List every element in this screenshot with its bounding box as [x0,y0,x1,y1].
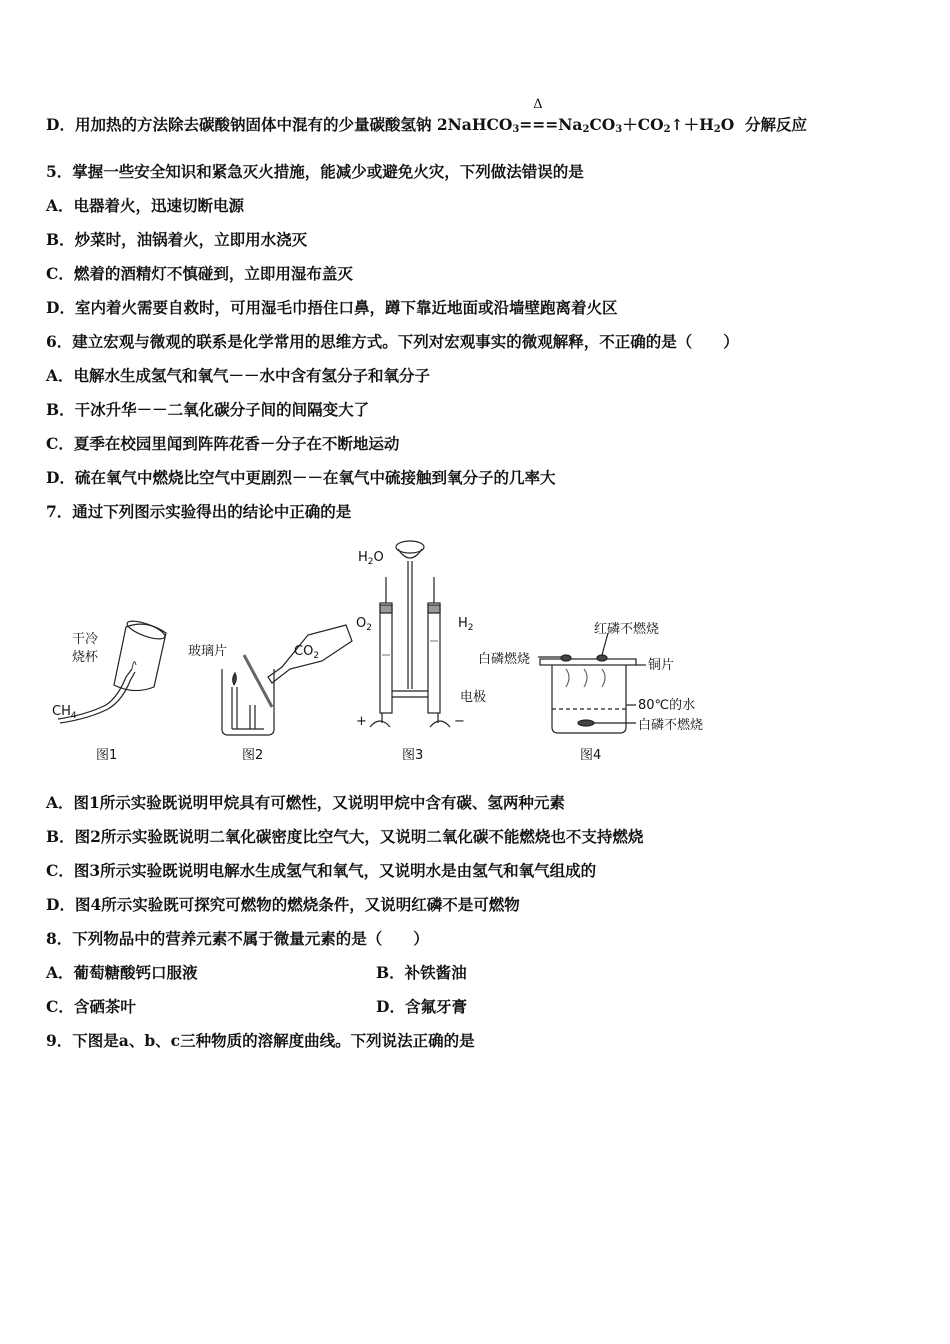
q4-up-h: ↑＋H [670,115,714,134]
fig3-o2-label: $O_2$ [356,616,372,633]
fig4-copper-label: 铜片 [648,658,675,673]
fig4-caption: 图4 [580,748,602,763]
q8-option-c: C．含硒茶叶 [46,997,136,1016]
fig1-ch4-label: $CH_4$ [52,704,77,721]
fig2-co2-label: $CO_2$ [294,644,320,661]
q4-h2o-sub: 2 [713,124,721,135]
fig3-h2o-label: $H_2O$ [358,550,384,567]
fig3-plus-label: + [356,714,367,729]
fig1-beaker-label: 烧杯 [72,650,99,665]
heating-delta: Δ [533,97,543,112]
q4-product1: Na [558,115,583,134]
fig3-caption: 图3 [402,748,424,763]
fig1-caption: 图1 [96,748,118,763]
fig3-apparatus [370,541,450,727]
q4-plus-co2: ＋CO [622,115,664,134]
q4-o: O [720,115,735,134]
q8-stem: 8．下列物品中的营养元素不属于微量元素的是（ ） [46,929,429,948]
q7-experiment-figure [46,537,716,767]
fig2-glass-sheet-label: 玻璃片 [188,644,228,659]
q7-stem: 7．通过下列图示实验得出的结论中正确的是 [46,502,352,521]
q7-option-b: B．图2所示实验既说明二氧化碳密度比空气大，又说明二氧化碳不能燃烧也不支持燃烧 [46,827,644,846]
q4-product1-sub2: 3 [615,124,623,135]
q6-option-d: D．硫在氧气中燃烧比空气中更剧烈－－在氧气中硫接触到氧分子的几率大 [46,468,556,487]
q4-option-d-text: D．用加热的方法除去碳酸钠固体中混有的少量碳酸氢钠 [46,115,437,134]
q4-product1-mid: CO [589,115,616,134]
fig1-dry-cold-label: 干冷 [72,632,99,647]
q6-stem: 6．建立宏观与微观的联系是化学常用的思维方式。下列对宏观事实的微观解释，不正确的是（ ） [46,332,739,351]
q7-option-d: D．图4所示实验既可探究可燃物的燃烧条件，又说明红磷不是可燃物 [46,895,520,914]
fig4-red-p-label: 红磷不燃烧 [594,622,660,637]
q5-option-a: A．电器着火，迅速切断电源 [46,196,245,215]
q4-option-d [46,97,808,140]
fig2-apparatus [222,625,352,735]
q4-reaction-type: 分解反应 [745,115,808,134]
fig3-electrode-label: 电极 [460,690,487,705]
q4-reactant-sub: 3 [512,124,520,135]
fig4-apparatus [538,633,646,733]
q6-option-c: C．夏季在校园里闻到阵阵花香－分子在不断地运动 [46,434,400,453]
q5-stem: 5．掌握一些安全知识和紧急灭火措施，能减少或避免火灾，下列做法错误的是 [46,162,584,181]
fig4-white-p-no-burn-label: 白磷不燃烧 [638,718,704,733]
q7-option-c: C．图3所示实验既说明电解水生成氢气和氧气，又说明水是由氢气和氧气组成的 [46,861,597,880]
q4-arrow [519,97,559,134]
q7-option-a: A．图1所示实验既说明甲烷具有可燃性，又说明甲烷中含有碳、氢两种元素 [46,793,565,812]
q5-option-b: B．炒菜时，油锅着火，立即用水浇灭 [46,230,308,249]
q4-co2-sub: 2 [663,124,671,135]
fig4-white-p-burn-label: 白磷燃烧 [478,652,531,667]
q5-option-d: D．室内着火需要自救时，可用湿毛巾捂住口鼻，蹲下靠近地面或沿墙壁跑离着火区 [46,298,618,317]
q8-option-b: B．补铁酱油 [376,963,467,982]
fig2-caption: 图2 [242,748,264,763]
q8-option-a: A．葡萄糖酸钙口服液 [46,963,198,982]
q9-stem: 9．下图是a、b、c三种物质的溶解度曲线。下列说法正确的是 [46,1031,475,1050]
q4-reactant: 2NaHCO [436,115,513,134]
q5-option-c: C．燃着的酒精灯不慎碰到，立即用湿布盖灭 [46,264,353,283]
q6-option-a: A．电解水生成氢气和氧气－－水中含有氢分子和氧分子 [46,366,431,385]
q4-arrow-text: === [519,115,559,134]
q4-product1-sub1: 2 [582,124,590,135]
fig3-h2-label: $H_2$ [458,616,474,633]
q8-option-d: D．含氟牙膏 [376,997,467,1016]
fig3-minus-label: − [454,714,465,729]
fig4-hot-water-label: 80℃的水 [638,698,696,713]
q6-option-b: B．干冰升华－－二氧化碳分子间的间隔变大了 [46,400,370,419]
